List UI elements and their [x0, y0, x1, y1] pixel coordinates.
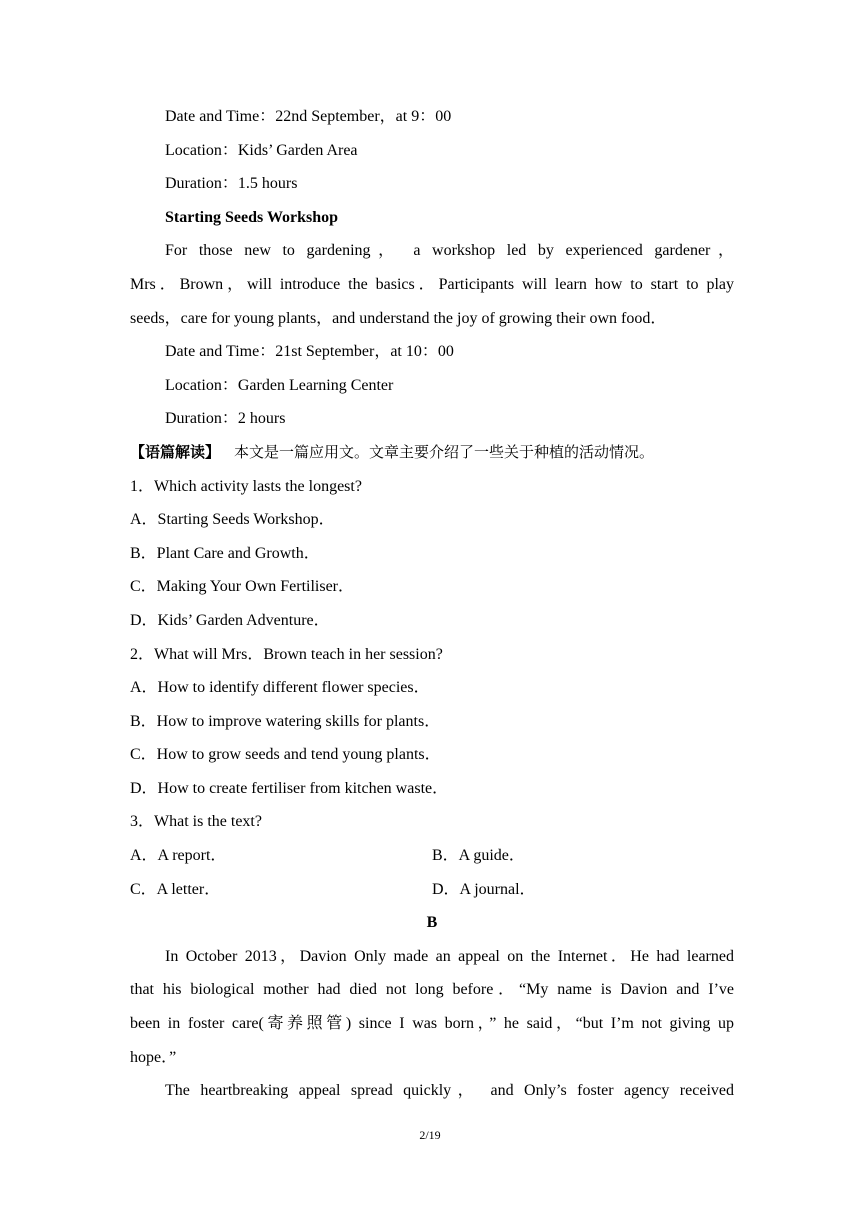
question-2-option-a: A．How to identify different flower species．	[130, 679, 430, 697]
question-2-stem: 2．What will Mrs．Brown teach in her session?	[130, 645, 443, 663]
seeds-date-time: Date and Time：21st September，at 10：00	[165, 343, 454, 361]
question-2-option-b: B．How to improve watering skills for plants．	[130, 712, 441, 730]
paragraph-line: been in foster care(寄养照管) since I was born，” he said，“but I’m not giving up	[130, 1015, 734, 1033]
paragraph-line: The heartbreaking appeal spread quickly， and Only’s foster agency received	[165, 1082, 734, 1100]
page-number: 2/19	[419, 1128, 441, 1142]
question-3-option-c: C．A letter．	[130, 880, 221, 898]
question-2-option-d: D．How to create fertiliser from kitchen waste．	[130, 779, 449, 797]
analysis-label: 【语篇解读】	[130, 442, 221, 461]
section-b-heading: B	[426, 914, 438, 932]
paragraph-line: In October 2013，Davion Only made an appeal on the Internet．He had learned	[165, 947, 734, 965]
prev-duration: Duration：1.5 hours	[165, 175, 298, 193]
question-2-option-c: C．How to grow seeds and tend young plants．	[130, 746, 441, 764]
question-3-options-row-1	[130, 839, 734, 873]
text-analysis	[130, 436, 734, 470]
question-3-options-row-2	[130, 873, 734, 907]
seeds-location: Location：Garden Learning Center	[165, 376, 394, 394]
section-heading-starting-seeds: Starting Seeds Workshop	[165, 208, 339, 226]
question-3-option-a: A．A report．	[130, 847, 227, 865]
prev-location: Location：Kids’ Garden Area	[165, 141, 358, 159]
document-page	[130, 100, 734, 1108]
paragraph-line: that his biological mother had died not long before．“My name is Davion and I’ve	[130, 981, 734, 999]
question-1-option-d: D．Kids’ Garden Adventure．	[130, 611, 330, 629]
question-1-option-a: A．Starting Seeds Workshop．	[130, 511, 335, 529]
question-1-option-b: B．Plant Care and Growth．	[130, 544, 320, 562]
seeds-duration: Duration：2 hours	[165, 410, 286, 428]
prev-date-time: Date and Time：22nd September，at 9：00	[165, 108, 452, 125]
question-1-stem: 1．Which activity lasts the longest?	[130, 477, 362, 495]
paragraph-line: Mrs．Brown，will introduce the basics．Participants will learn how to start to play	[130, 275, 734, 293]
question-3-option-d: D．A journal．	[432, 880, 536, 898]
analysis-text: 本文是一篇应用文。文章主要介绍了一些关于种植的活动情况。	[234, 442, 655, 461]
paragraph-line: For those new to gardening， a workshop led by experienced gardener，	[165, 242, 734, 260]
paragraph-line: hope．”	[130, 1048, 177, 1066]
question-1-option-c: C．Making Your Own Fertiliser．	[130, 578, 355, 596]
question-3-option-b: B．A guide．	[432, 847, 525, 865]
paragraph-line: seeds，care for young plants，and understand the joy of growing their own food．	[130, 309, 667, 327]
question-3-stem: 3．What is the text?	[130, 813, 262, 831]
